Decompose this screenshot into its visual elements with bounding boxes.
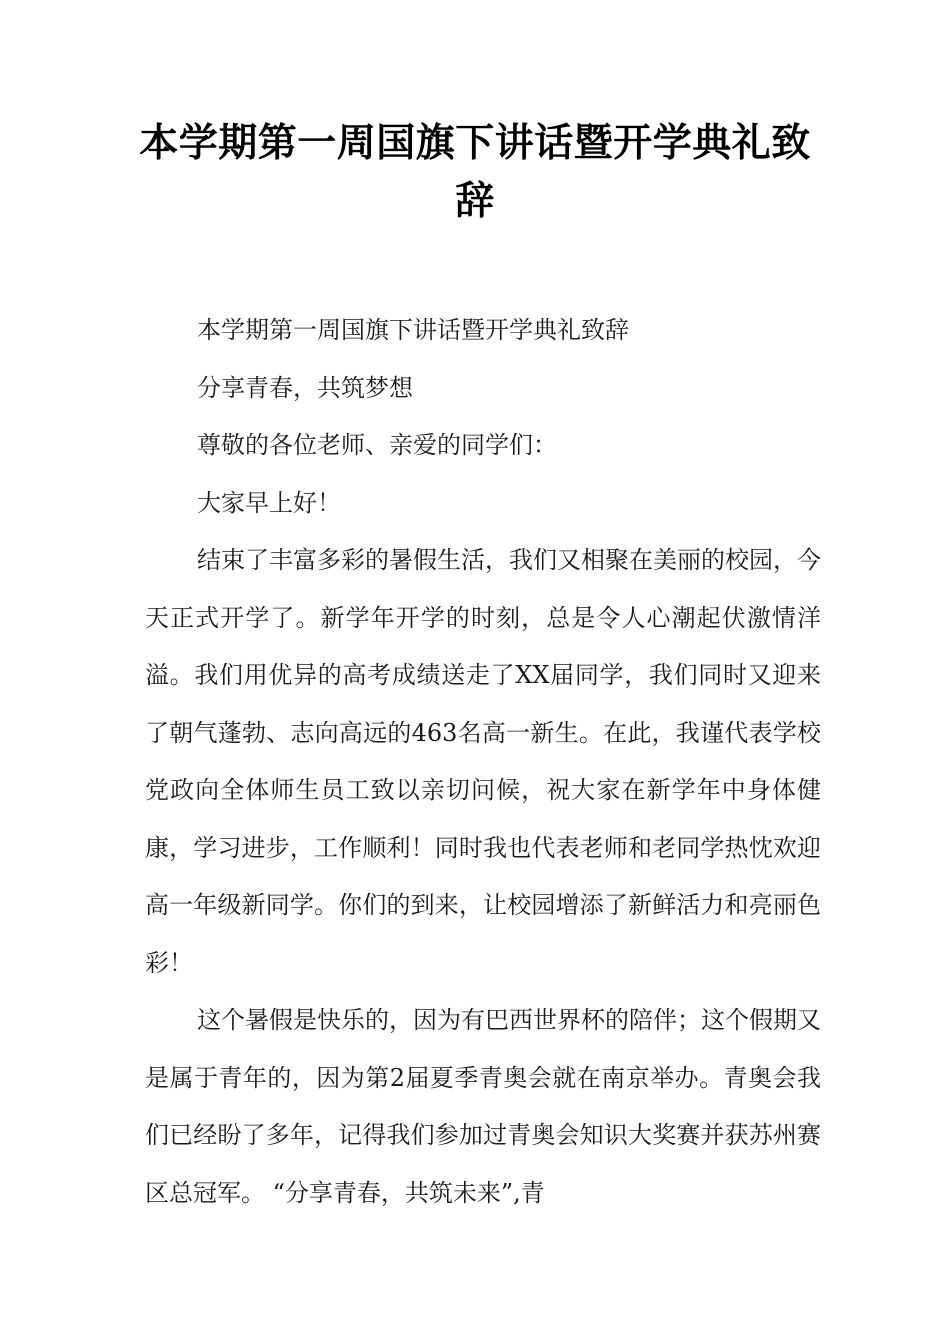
paragraph-theme: 分享青春，共筑梦想 (197, 373, 413, 402)
paragraph-body-2: 这个暑假是快乐的，因为有巴西世界杯的陪伴；这个假期又是属于青年的，因为第2届夏季青奥会就在南京举办。青奥会我们已经盼了多年，记得我们参加过青奥会知识大奖赛并获苏州赛区总冠军。 “分享青春，共筑未来”,青 (145, 1006, 821, 1207)
paragraph-subtitle-repeat: 本学期第一周国旗下讲话暨开学典礼致辞 (197, 316, 629, 344)
document-title: 本学期第一周国旗下讲话暨开学典礼致辞 (139, 121, 811, 224)
paragraph-salutation: 尊敬的各位老师、亲爱的同学们： (197, 431, 557, 459)
paragraph-body-1: 结束了丰富多彩的暑假生活，我们又相聚在美丽的校园，今天正式开学了。新学年开学的时刻，总是令人心潮起伏激情洋溢。我们用优异的高考成绩送走了XX届同学，我们同时又迎来了朝气蓬勃、志向高远的463名高一新生。在此，我谨代表学校党政向全体师生员工致以亲切问候，祝大家在新学年中身体健康，学习进步，工作顺利！同时我也代表老师和老同学热忱欢迎高一年级新同学。你们的到来，让校园增添了新鲜活力和亮丽色彩！ (145, 546, 821, 977)
paragraph-greeting: 大家早上好！ (197, 488, 341, 517)
document-body (145, 302, 821, 1222)
